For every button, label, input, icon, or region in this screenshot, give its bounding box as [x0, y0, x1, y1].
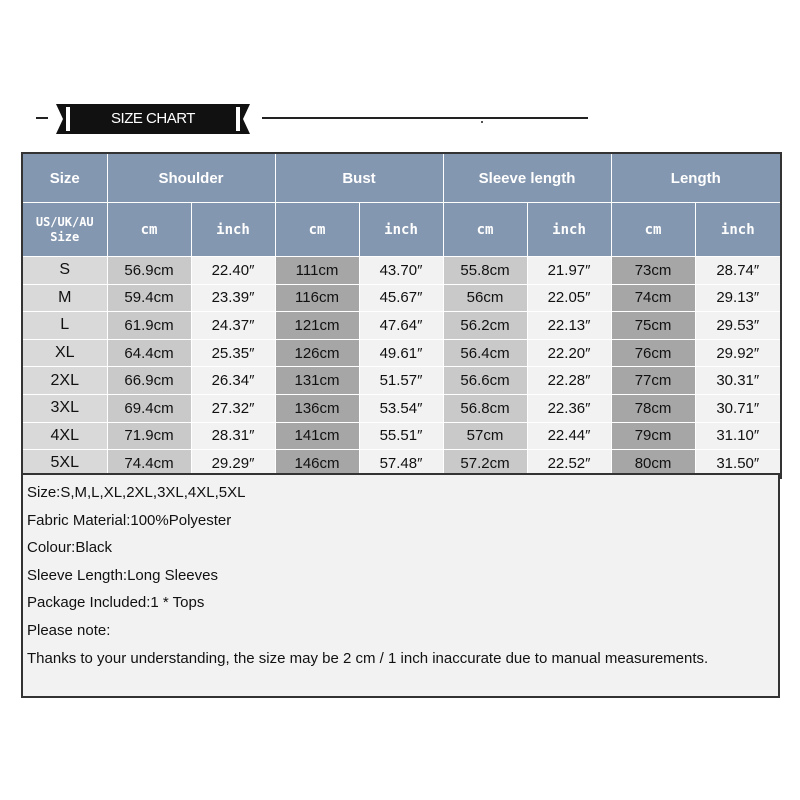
subheader-size — [22, 203, 107, 257]
cell-sleeve-cm: 57.2cm — [443, 450, 527, 478]
cell-shoulder-inch: 26.34″ — [191, 367, 275, 395]
header-shoulder: Shoulder — [107, 153, 275, 203]
cell-bust-inch: 55.51″ — [359, 422, 443, 450]
note-fabric: Fabric Material:100%Polyester — [27, 512, 232, 529]
cell-shoulder-cm: 56.9cm — [107, 257, 191, 285]
subheader-size-line1: US/UK/AU — [35, 214, 94, 229]
cell-shoulder-inch: 24.37″ — [191, 312, 275, 340]
cell-sleeve-cm: 56.8cm — [443, 394, 527, 422]
cell-length-inch: 30.71″ — [695, 394, 781, 422]
cell-sleeve-cm: 55.8cm — [443, 257, 527, 285]
subheader-cm: cm — [611, 203, 695, 257]
subheader-size-line2: Size — [50, 229, 80, 244]
cell-bust-inch: 45.67″ — [359, 284, 443, 312]
cell-sleeve-cm: 56.2cm — [443, 312, 527, 340]
cell-length-cm: 75cm — [611, 312, 695, 340]
cell-sleeve-cm: 56cm — [443, 284, 527, 312]
banner-rule — [262, 117, 588, 119]
cell-size: S — [22, 257, 107, 285]
cell-bust-inch: 47.64″ — [359, 312, 443, 340]
cell-length-cm: 77cm — [611, 367, 695, 395]
cell-sleeve-inch: 22.36″ — [527, 394, 611, 422]
header-length: Length — [611, 153, 781, 203]
subheader-cm: cm — [275, 203, 359, 257]
cell-size: M — [22, 284, 107, 312]
note-please: Please note: — [27, 622, 111, 639]
cell-sleeve-inch: 22.13″ — [527, 312, 611, 340]
table-row — [22, 312, 781, 340]
cell-bust-cm: 131cm — [275, 367, 359, 395]
cell-bust-cm: 111cm — [275, 257, 359, 285]
cell-size: L — [22, 312, 107, 340]
cell-sleeve-inch: 22.52″ — [527, 450, 611, 478]
banner-dash — [36, 117, 48, 119]
subheader-inch: inch — [527, 203, 611, 257]
product-notes — [21, 473, 780, 698]
note-colour: Colour:Black — [27, 539, 113, 556]
cell-length-cm: 73cm — [611, 257, 695, 285]
table-row — [22, 394, 781, 422]
cell-size: 2XL — [22, 367, 107, 395]
cell-bust-cm: 136cm — [275, 394, 359, 422]
cell-bust-inch: 53.54″ — [359, 394, 443, 422]
table-row — [22, 367, 781, 395]
cell-size: 3XL — [22, 394, 107, 422]
cell-length-cm: 79cm — [611, 422, 695, 450]
cell-shoulder-cm: 74.4cm — [107, 450, 191, 478]
cell-shoulder-cm: 71.9cm — [107, 422, 191, 450]
banner-dot — [481, 121, 483, 123]
cell-shoulder-cm: 69.4cm — [107, 394, 191, 422]
table-row — [22, 339, 781, 367]
subheader-inch: inch — [191, 203, 275, 257]
cell-shoulder-inch: 25.35″ — [191, 339, 275, 367]
cell-shoulder-inch: 29.29″ — [191, 450, 275, 478]
cell-sleeve-cm: 56.6cm — [443, 367, 527, 395]
note-disclaimer: Thanks to your understanding, the size may be 2 cm / 1 inch inaccurate due to manual measurements. — [27, 650, 709, 667]
cell-sleeve-inch: 22.05″ — [527, 284, 611, 312]
title-ribbon — [56, 104, 250, 134]
cell-size: XL — [22, 339, 107, 367]
cell-shoulder-cm: 64.4cm — [107, 339, 191, 367]
cell-length-cm: 80cm — [611, 450, 695, 478]
table-row — [22, 257, 781, 285]
cell-bust-inch: 51.57″ — [359, 367, 443, 395]
cell-bust-cm: 126cm — [275, 339, 359, 367]
cell-length-inch: 29.53″ — [695, 312, 781, 340]
cell-bust-cm: 146cm — [275, 450, 359, 478]
cell-bust-cm: 121cm — [275, 312, 359, 340]
cell-length-cm: 74cm — [611, 284, 695, 312]
cell-bust-cm: 116cm — [275, 284, 359, 312]
size-chart-banner — [0, 100, 800, 140]
cell-bust-cm: 141cm — [275, 422, 359, 450]
subheader-cm: cm — [107, 203, 191, 257]
cell-bust-inch: 49.61″ — [359, 339, 443, 367]
note-sleeve: Sleeve Length:Long Sleeves — [27, 567, 218, 584]
cell-sleeve-inch: 21.97″ — [527, 257, 611, 285]
subheader-inch: inch — [695, 203, 781, 257]
cell-sleeve-inch: 22.20″ — [527, 339, 611, 367]
cell-size: 5XL — [22, 450, 107, 478]
page-title: SIZE CHART — [111, 110, 195, 127]
table-row — [22, 422, 781, 450]
cell-shoulder-cm: 59.4cm — [107, 284, 191, 312]
cell-bust-inch: 43.70″ — [359, 257, 443, 285]
cell-shoulder-inch: 23.39″ — [191, 284, 275, 312]
cell-shoulder-inch: 27.32″ — [191, 394, 275, 422]
cell-length-inch: 30.31″ — [695, 367, 781, 395]
table-row — [22, 284, 781, 312]
cell-shoulder-cm: 61.9cm — [107, 312, 191, 340]
header-sleeve-length: Sleeve length — [443, 153, 611, 203]
cell-length-inch: 31.50″ — [695, 450, 781, 478]
cell-size: 4XL — [22, 422, 107, 450]
cell-length-inch: 31.10″ — [695, 422, 781, 450]
cell-sleeve-cm: 56.4cm — [443, 339, 527, 367]
subheader-inch: inch — [359, 203, 443, 257]
cell-length-inch: 29.92″ — [695, 339, 781, 367]
note-sizes: Size:S,M,L,XL,2XL,3XL,4XL,5XL — [27, 484, 246, 501]
cell-shoulder-inch: 28.31″ — [191, 422, 275, 450]
cell-sleeve-inch: 22.28″ — [527, 367, 611, 395]
cell-sleeve-inch: 22.44″ — [527, 422, 611, 450]
cell-shoulder-cm: 66.9cm — [107, 367, 191, 395]
header-size: Size — [22, 153, 107, 203]
header-bust: Bust — [275, 153, 443, 203]
cell-length-inch: 29.13″ — [695, 284, 781, 312]
cell-bust-inch: 57.48″ — [359, 450, 443, 478]
cell-length-cm: 76cm — [611, 339, 695, 367]
cell-length-cm: 78cm — [611, 394, 695, 422]
cell-length-inch: 28.74″ — [695, 257, 781, 285]
cell-sleeve-cm: 57cm — [443, 422, 527, 450]
note-package: Package Included:1 * Tops — [27, 594, 205, 611]
size-chart-table — [21, 152, 782, 479]
subheader-cm: cm — [443, 203, 527, 257]
cell-shoulder-inch: 22.40″ — [191, 257, 275, 285]
